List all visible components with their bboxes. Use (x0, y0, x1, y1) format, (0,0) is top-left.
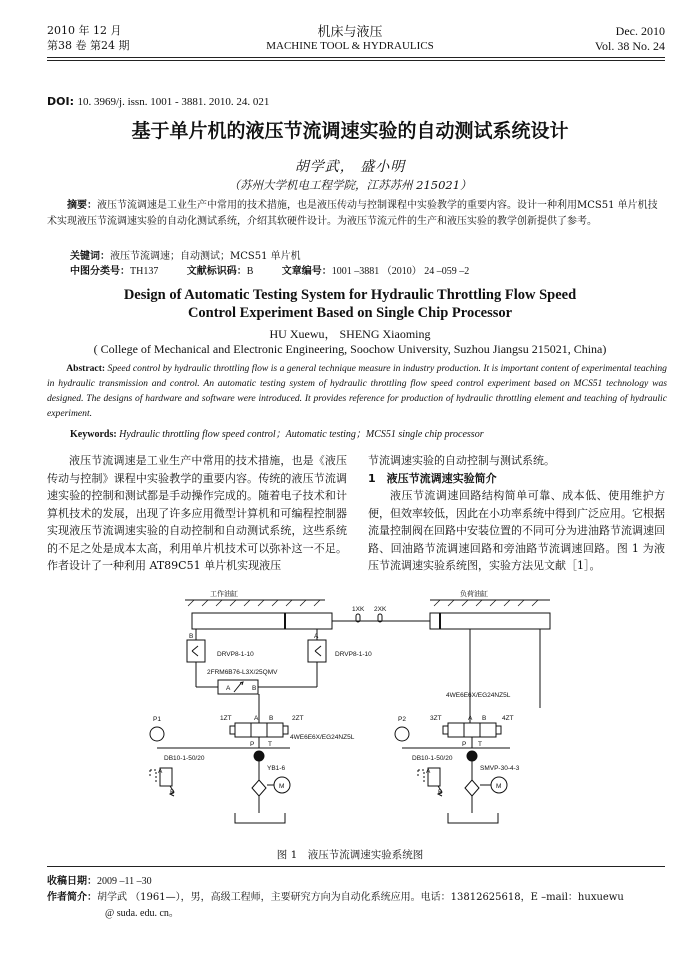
journal-name-cn: 机床与液压 (317, 25, 383, 40)
body-left-column: 液压节流调速是工业生产中常用的技术措施，也是《液压传动与控制》课程中实验教学的重要内容。传统的液压节流调速实验的控制和测试都是手动操作完成的。随着电子技术和计算机技术的发展，出现了许多应用微型计算机和可编程控制器实现液压节流调速实验的自动控制和自动测试系统，这些系统的不足之处是成本太高，利用单片机技术可以弥补这一不足。作者设计了一种利用 AT89C51 单片机实现液压 (47, 454, 347, 572)
svg-text:工作油缸: 工作油缸 (210, 591, 238, 598)
svg-text:DB10-1-50/20: DB10-1-50/20 (412, 755, 453, 762)
hydraulic-schematic-figure (130, 588, 580, 843)
check-valve-right (308, 633, 372, 662)
svg-text:负荷油缸: 负荷油缸 (460, 591, 488, 598)
svg-text:B: B (438, 789, 443, 796)
svg-text:DRVP8-1-10: DRVP8-1-10 (335, 651, 372, 658)
journal-date-en: Dec. 2010 (615, 24, 665, 38)
body-right-column: 节流调速实验的自动控制与测试系统。 1 液压节流调速实验简介 液压节流调速回路结构简单可靠、成本低、使用维护方便，但效率较低，因此在小功率系统中得到广泛应用。它根据流量控制阀在回路中安装位置的不同可分为进油路节流调速回路、回油路节流调速回路和旁油路节流调速回路。图 1 为液压节流调速实验系统图，实验方法见文献［1］。 (368, 454, 665, 572)
svg-text:B: B (170, 789, 175, 796)
authors-cn: 胡学武， 盛小明 (294, 159, 406, 175)
svg-text:DB10-1-50/20: DB10-1-50/20 (164, 755, 205, 762)
svg-text:4WE6E6X/EG24NZ5L: 4WE6E6X/EG24NZ5L (446, 692, 511, 699)
title-en-line2: Control Experiment Based on Single Chip Processor (187, 305, 513, 321)
classification-cn: 中图分类号：TH137 文献标识码：B 文章编号：1001 –3881 （2010） 24 –059 –2 (70, 266, 470, 277)
svg-text:3ZT: 3ZT (430, 715, 442, 722)
journal-date: 2010 年 12 月 (47, 24, 122, 37)
svg-text:2XK: 2XK (374, 606, 387, 613)
svg-text:4ZT: 4ZT (502, 715, 514, 722)
authors-en: HU Xuewu， SHENG Xiaoming (269, 327, 431, 341)
svg-text:2FRM6B76-L3X/25QMV: 2FRM6B76-L3X/25QMV (207, 669, 278, 676)
svg-text:A: A (426, 768, 431, 775)
header-rule-thin (47, 60, 665, 61)
page-title: 基于单片机的液压节流调速实验的自动测试系统设计 (131, 120, 569, 142)
title-en-line1: Design of Automatic Testing System for Hydraulic Throttling Flow Speed (123, 287, 577, 303)
author-email-cont: @ suda. edu. cn。 (105, 908, 179, 919)
abstract-en: Abstract: Speed control by hydraulic throttling flow is a general technique measure in industry production. It is important content of experimental teaching in hydraulic transmission and control. An automatic testing system of hydraulic throttling flow speed control experiment based on MCS51 technology was designed. The designs of hardware and software were introduced. It provides reference for production of hydraulic throttling element and teaching of hydraulic experiment. (47, 363, 667, 419)
header-rule (47, 57, 665, 58)
figure-caption: 图 1 液压节流调速实验系统图 (276, 849, 424, 861)
section-heading-1: 1 液压节流调速实验简介 (368, 471, 497, 485)
keywords-en: Keywords: Hydraulic throttling flow speed control；Automatic testing；MCS51 single chip processor (70, 429, 484, 440)
svg-text:B: B (269, 715, 274, 722)
directional-valve-right (430, 629, 540, 748)
svg-text:B: B (189, 633, 194, 640)
svg-text:T: T (268, 741, 272, 748)
abstract-cn: 摘要：液压节流调速是工业生产中常用的技术措施，也是液压传动与控制课程中实验教学的重要内容。设计一种利用MCS51 单片机技术实现液压节流调速实验的自动化测试系统，介绍其软硬件设计。为液压节流元件的生产和液压实验的教学创新提供了参考。 (47, 200, 658, 227)
author-bio: 作者简介：胡学武 （1961—），男，高级工程师，主要研究方向为自动化系统应用。电话：13812625618，E –mail：huxuewu (47, 892, 624, 903)
journal-name-en: MACHINE TOOL & HYDRAULICS (266, 40, 434, 52)
svg-text:M: M (496, 783, 502, 790)
svg-text:1ZT: 1ZT (220, 715, 232, 722)
svg-text:DRVP8-1-10: DRVP8-1-10 (217, 651, 254, 658)
svg-text:B: B (252, 685, 257, 692)
svg-text:A: A (158, 768, 163, 775)
pump-left (150, 716, 290, 823)
svg-text:B: B (482, 715, 487, 722)
check-valve-left (187, 633, 254, 662)
journal-volume-en: Vol. 38 No. 24 (594, 39, 665, 53)
work-cylinder (185, 589, 430, 629)
svg-text:P: P (462, 741, 467, 748)
received-date: 收稿日期：2009 –11 –30 (47, 876, 152, 887)
svg-text:A: A (226, 685, 231, 692)
affiliation-cn: （苏州大学机电工程学院，江苏苏州 215021） (228, 178, 472, 192)
svg-text:4WE6E6X/EG24NZ5L: 4WE6E6X/EG24NZ5L (290, 734, 355, 741)
footnote-rule (47, 866, 665, 867)
load-cylinder (430, 589, 550, 629)
doi: DOI: 10. 3969/j. issn. 1001 - 3881. 2010. 24. 021 (47, 95, 270, 108)
svg-text:2ZT: 2ZT (292, 715, 304, 722)
limit-switches (352, 606, 387, 622)
journal-volume: 第38 卷 第24 期 (47, 39, 130, 52)
directional-valve-left (220, 694, 355, 748)
svg-text:P2: P2 (398, 716, 406, 723)
svg-text:P: P (250, 741, 255, 748)
svg-text:YB1-6: YB1-6 (267, 765, 286, 772)
svg-text:M: M (279, 783, 285, 790)
svg-text:A: A (254, 715, 259, 722)
svg-text:1XK: 1XK (352, 606, 365, 613)
keywords-cn: 关键词：液压节流调速；自动测试；MCS51 单片机 (70, 251, 301, 262)
svg-text:T: T (478, 741, 482, 748)
affiliation-en: ( College of Mechanical and Electronic Engineering, Soochow University, Suzhou Jiangsu 215021, China) (93, 342, 607, 356)
svg-text:P1: P1 (153, 716, 161, 723)
svg-text:A: A (314, 633, 319, 640)
flow-control-valve (196, 669, 317, 694)
svg-text:SMVP-30-4-3: SMVP-30-4-3 (480, 765, 520, 772)
svg-text:A: A (468, 715, 473, 722)
